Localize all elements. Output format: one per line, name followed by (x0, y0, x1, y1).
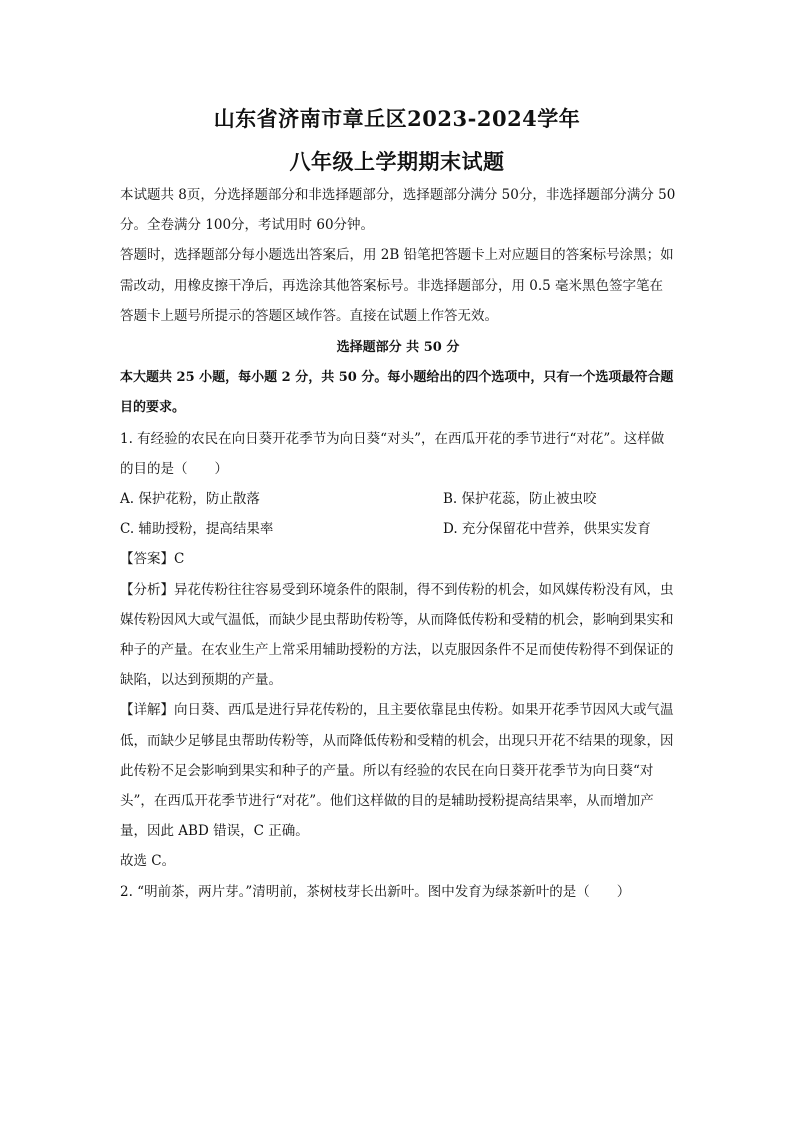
question-2-stem: 2. “明前茶，两片芽。”清明前，茶树枝芽长出新叶。图中发育为绿茶新叶的是（ ） (120, 883, 631, 900)
question-1-detail: 【详解】向日葵、西瓜是进行异花传粉的，且主要依靠昆虫传粉。如果开花季节因风大或气温低，而缺少足够昆虫帮助传粉等，从而降低传粉和受精的机会，出现只开花不结果的现象，因此传粉不足会影响到果实和种子的产量。所以有经验的农民在向日葵开花季节为向日葵“对头”，在西瓜开花季节进行“对花”。他们这样做的目的是辅助授粉提高结果率，从而增加产量，因此 ABD 错误，C 正确。 (120, 702, 674, 840)
question-1-analysis: 【分析】异花传粉往往容易受到环境条件的限制，得不到传粉的机会，如风媒传粉没有风，虫媒传粉因风大或气温低，而缺少昆虫帮助传粉等，从而降低传粉和受精的机会，影响到果实和种子的产量。在农业生产上常采用辅助授粉的方法，以克服因条件不足而使传粉得不到保证的缺陷，以达到预期的产量。 (120, 581, 674, 689)
section-instruction: 本大题共 25 小题，每小题 2 分，共 50 分。每小题给出的四个选项中，只有一个选项最符合题目的要求。 (120, 370, 674, 416)
option-a: A. 保护花粉，防止散落 (120, 491, 260, 508)
question-1-answer: 【答案】C (120, 551, 185, 568)
option-d: D. 充分保留花中营养，供果实发育 (443, 521, 651, 538)
intro-paragraph-2: 答题时，选择题部分每小题选出答案后，用 2B 铅笔把答题卡上对应题目的答案标号涂黑；如需改动，用橡皮擦干净后，再选涂其他答案标号。非选择题部分，用 0.5 毫米黑色签字笔在答题卡上题号所提示的答题区域作答。直接在试题上作答无效。 (120, 247, 674, 324)
question-1-stem: 1. 有经验的农民在向日葵开花季节为向日葵“对头”，在西瓜开花的季节进行“对花”。这样做的目的是（ ） (120, 430, 665, 477)
exam-body (120, 180, 676, 907)
title-line-1: 山东省济南市章丘区2023-2024学年 (213, 106, 581, 131)
question-1-conclusion: 故选 C。 (120, 853, 176, 870)
question-1-options (120, 484, 676, 544)
section-heading: 选择题部分 共 50 分 (336, 340, 460, 356)
option-b: B. 保护花蕊，防止被虫咬 (443, 491, 597, 508)
title-line-2: 八年级上学期期末试题 (289, 149, 505, 174)
intro-paragraph-1: 本试题共 8页，分选择题部分和非选择题部分，选择题部分满分 50分，非选择题部分满分 50分。全卷满分 100分，考试用时 60分钟。 (120, 187, 676, 234)
option-c: C. 辅助授粉，提高结果率 (120, 521, 274, 538)
